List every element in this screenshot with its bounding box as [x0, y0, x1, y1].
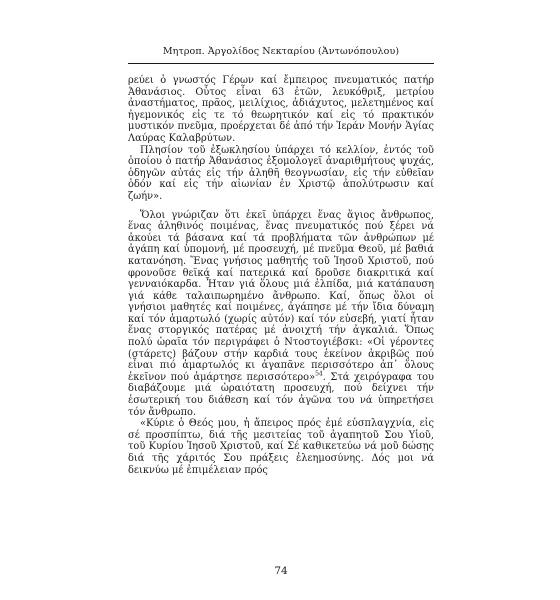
paragraph-text: Ὅλοι γνώριζαν ὅτι ἐκεῖ ὑπάρχει ἕνας ἅγιος ἄνθρωπος, ἕνας ἀληθινός ποιμένας, ἕνας πνευματικός πού ξέρει νά ἀκούει τά βάσανα καί τά προβλήματα τῶν ἀνθρώπων μέ ἀγάπη καί ὑπομονή, μέ προσευχή, μέ πνεῦμα Θεοῦ, μέ βαθιά κατανόηση. Ἕνας γνήσιος μαθητής τοῦ Ἰησοῦ Χριστοῦ, πού φρονοῦσε θεϊκά καί πατερικά καί δροῦσε διακριτικά καί γενναιόκαρδα. Ἦταν γιά ὅλους μιά ἐλπίδα, μιά κατάπαυση γιά κάθε ταλαιπωρημένο ἄνθρωπο. Καί, ὅπως ὅλοι οἱ γνήσιοι μαθητές καί ποιμένες, ἀγάπησε μέ τήν ἴδια δύναμη καί τόν ἁμαρτωλό (χωρίς αὐτόν) καί τόν εὐσεβή, γιατί ἦταν ἕνας στοργικός πατέρας μέ ἀνοιχτή τήν ἀγκαλιά. Ὅπως πολύ ὡραῖα τόν περιγράφει ὁ Ντοστογιέβσκι: «Οἱ γέροντες (στάρετς) βάζουν στήν καρδιά τους ἐκείνον ἀκριβῶς πού εἶναι πιό ἁμαρτωλός κι ἀγαπᾶνε περισσότερο ἀπ᾽ ὅλους ἐκεῖνον πού ἁμάρτησε περισσότερο» — [128, 209, 434, 383]
paragraph: ρεύει ὁ γνωστός Γέρων καί ἔμπειρος πνευματικός πατήρ Ἀθανάσιος. Οὗτος εἶναι 63 ἐτῶν, λευκόθριξ, μετρίου ἀναστήματος, πρᾶος, μειλίχιος, ἀδιάχυτος, μελετημένος καί ἠγεμονικός εἰς τε τό θεωρητικόν καί εἰς τό πρακτικόν μυστικόν πνεῦμα, προέρχεται δέ ἀπό τήν Ἱεράν Μονήν Ἁγίας Λαύρας Καλαβρύτων. — [128, 75, 434, 144]
page-number: 74 — [274, 565, 288, 577]
header-rule — [128, 63, 434, 64]
paragraph: «Κύριε ὁ Θεός μου, ἡ ἄπειρος πρός ἐμέ εὐσπλαγχνία, εἰς σέ προσπίπτω, διά τῆς μεσιτείας τοῦ ἀγαπητοῦ Σου Υἱοῦ, τοῦ Κυρίου Ἰησοῦ Χριστοῦ, καί Σέ καθικετεύω νά μοῦ δώσῃς διά τῆς χάριτός Σου πράξεις ἐλεημοσύνης. Δός μοι νά δεικνύω μέ ἐπιμέλειαν πρός — [128, 418, 434, 476]
paragraph: Πλησίον τοῦ ἐξωκλησίου ὑπάρχει τό κελλίον, ἐντός τοῦ ὁποίου ὁ πατήρ Ἀθανάσιος ἐξομολογεῖ ἀναριθμήτους ψυχάς, ὁδηγῶν αὐτάς εἰς τήν ἀληθῆ θεογνωσίαν, εἰς τήν εὐθεῖαν ὁδόν καί εἰς τήν αἰωνίαν ἐν Χριστῷ ἀπολύτρωσιν καί ζωήν». — [128, 144, 434, 202]
paragraph: Ὅλοι γνώριζαν ὅτι ἐκεῖ ὑπάρχει ἕνας ἅγιος ἄνθρωπος, ἕνας ἀληθινός ποιμένας, ἕνας πνευματικός πού ξέρει νά ἀκούει τά βάσανα καί τά προβλήματα τῶν ἀνθρώπων μέ ἀγάπη καί ὑπομονή, μέ προσευχή, μέ πνεῦμα Θεοῦ, μέ βαθιά κατανόηση. Ἕνας γνήσιος μαθητής τοῦ Ἰησοῦ Χριστοῦ, πού φρονοῦσε θεϊκά καί πατερικά καί δροῦσε διακριτικά καί γενναιόκαρδα. Ἦταν γιά ὅλους μιά ἐλπίδα, μιά κατάπαυση γιά κάθε ταλαιπωρημένο ἄνθρωπο. Καί, ὅπως ὅλοι οἱ γνήσιοι μαθητές καί ποιμένες, ἀγάπησε μέ τήν ἴδια δύναμη καί τόν ἁμαρτωλό (χωρίς αὐτόν) καί τόν εὐσεβή, γιατί ἦταν ἕνας στοργικός πατέρας μέ ἀνοιχτή τήν ἀγκαλιά. Ὅπως πολύ ὡραῖα τόν περιγράφει ὁ Ντοστογιέβσκι: «Οἱ γέροντες (στάρετς) βάζουν στήν καρδιά τους ἐκείνον ἀκριβῶς πού εἶναι πιό ἁμαρτωλός κι ἀγαπᾶνε περισσότερο ἀπ᾽ ὅλους ἐκεῖνον πού ἁμάρτησε περισσότερο»$^{54}$. Στά χειρόγραφα του διαβάζουμε μιά ὡραιότατη προσευχή, πού δείχνει τήν ἐσωτερική του διάθεση καί τόν ἀγῶνα του νά ὑπηρετήσει τόν ἄνθρωπο. — [128, 209, 434, 418]
paragraph-text: Στά χειρόγραφα του διαβάζουμε μιά ὡραιότατη προσευχή, πού δείχνει τήν ἐσωτερική του διάθεση καί τόν ἀγῶνα του νά ὑπηρετήσει τόν ἄνθρωπο. — [128, 371, 434, 418]
footnote-reference: 54 — [315, 370, 323, 378]
running-head: Μητροπ. Ἀργολίδος Νεκταρίου (Ἀντωνόπουλου) — [162, 46, 400, 57]
body-text — [128, 75, 434, 476]
